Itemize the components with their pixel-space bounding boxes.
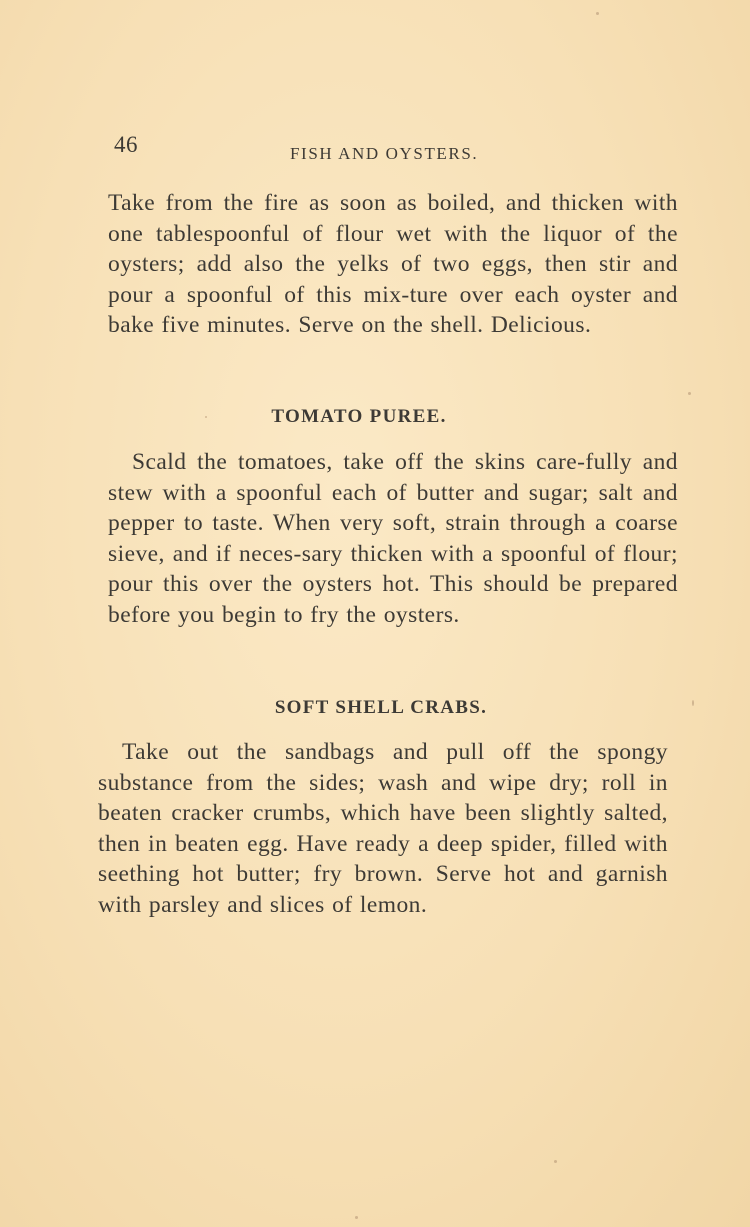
tomato-puree-recipe: Scald the tomatoes, take off the skins care-fully and stew with a spoonful each of butter and sugar; salt and pepper to taste. When very soft, strain through a coarse sieve, and if neces-sary thicken with a spoonful of flour; pour this over the oysters hot. This should be prepared before you begin to fry the oysters. xyxy=(108,449,678,628)
page-number: 46 xyxy=(114,132,138,157)
paper-speck xyxy=(205,416,207,418)
running-head xyxy=(110,132,680,168)
soft-shell-crabs-recipe: Take out the sandbags and pull off the spongy substance from the sides; wash and wipe dry; roll in beaten cracker crumbs, which have been slightly salted, then in beaten egg. Have ready a deep spider, filled with seething hot butter; fry brown. Serve hot and garnish with parsley and slices of lemon. xyxy=(98,739,668,918)
oyster-recipe-continuation: Take from the fire as soon as boiled, and thicken with one tablespoonful of flour wet with the liquor of the oysters; add also the yelks of two eggs, then stir and pour a spoonful of this mix-ture over each oyster and bake five minutes. Serve on the shell. Delicious. xyxy=(108,190,678,338)
paper-speck xyxy=(692,700,694,706)
running-head-title: FISH AND OYSTERS. xyxy=(290,144,479,163)
section-heading-soft-shell-crabs: SOFT SHELL CRABS. xyxy=(274,697,488,718)
paper-speck xyxy=(596,12,599,15)
paper-speck xyxy=(688,392,691,395)
paper-speck xyxy=(355,1216,358,1219)
section-heading-tomato-puree: TOMATO PUREE. xyxy=(271,406,447,427)
paper-speck xyxy=(554,1160,557,1163)
